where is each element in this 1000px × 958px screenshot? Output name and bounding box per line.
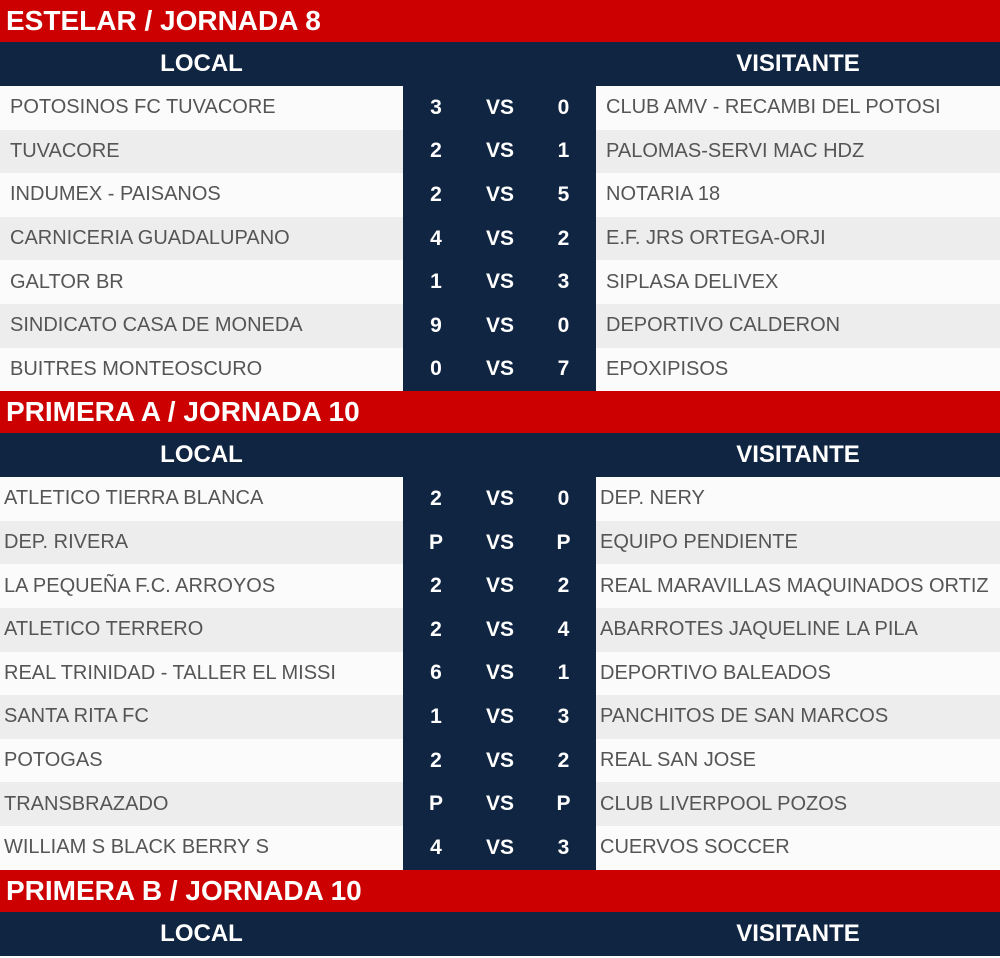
away-team: EQUIPO PENDIENTE — [596, 521, 1000, 565]
away-score: 7 — [557, 357, 570, 381]
home-team: INDUMEX - PAISANOS — [0, 173, 403, 217]
away-score: 3 — [557, 704, 570, 728]
away-score: 0 — [557, 313, 570, 337]
away-team: DEPORTIVO CALDERON — [596, 304, 1000, 348]
home-team: TRANSBRAZADO — [0, 782, 403, 826]
match-row — [0, 521, 1000, 565]
home-team: WILLIAM S BLACK BERRY S — [0, 826, 403, 870]
match-row — [0, 304, 1000, 348]
away-score: P — [556, 530, 571, 554]
away-team: CLUB AMV - RECAMBI DEL POTOSI — [596, 86, 1000, 130]
home-score: 6 — [430, 661, 442, 685]
section-primera-a — [0, 391, 1000, 869]
home-score: 2 — [430, 748, 442, 772]
home-team: LA PEQUEÑA F.C. ARROYOS — [0, 564, 403, 608]
away-team: DEP. NERY — [596, 477, 1000, 521]
vs-label: VS — [485, 270, 514, 294]
home-score: P — [428, 530, 443, 554]
match-row — [0, 130, 1000, 174]
vs-label: VS — [485, 835, 514, 859]
away-team: SIPLASA DELIVEX — [596, 260, 1000, 304]
vs-label: VS — [485, 226, 514, 250]
away-score: 1 — [557, 139, 570, 163]
score-block — [403, 217, 596, 261]
away-score: 2 — [557, 226, 570, 250]
visitante-label: VISITANTE — [736, 919, 860, 947]
home-team: REAL TRINIDAD - TALLER EL MISSI — [0, 652, 403, 696]
away-team: PANCHITOS DE SAN MARCOS — [596, 695, 1000, 739]
local-label: LOCAL — [160, 50, 243, 77]
vs-label: VS — [485, 792, 514, 816]
home-team: POTOSINOS FC TUVACORE — [0, 86, 403, 130]
column-header — [0, 912, 1000, 956]
home-score: 1 — [430, 270, 442, 294]
match-row — [0, 260, 1000, 304]
section-title: ESTELAR / JORNADA 8 — [0, 0, 1000, 42]
home-score: 3 — [430, 95, 442, 119]
score-block — [403, 86, 596, 130]
score-block — [403, 652, 596, 696]
away-team: NOTARIA 18 — [596, 173, 1000, 217]
score-block — [403, 826, 596, 870]
local-label: LOCAL — [160, 919, 243, 947]
home-score: 2 — [430, 139, 442, 163]
home-score: 4 — [430, 835, 442, 859]
score-block — [403, 608, 596, 652]
section-primera-b — [0, 870, 1000, 956]
match-row — [0, 652, 1000, 696]
home-team: SANTA RITA FC — [0, 695, 403, 739]
home-score: 4 — [430, 226, 442, 250]
away-team: EPOXIPISOS — [596, 348, 1000, 392]
vs-label: VS — [485, 617, 514, 641]
match-row — [0, 477, 1000, 521]
score-block — [403, 348, 596, 392]
home-score: 1 — [430, 704, 442, 728]
score-block — [403, 564, 596, 608]
away-team: DEPORTIVO BALEADOS — [596, 652, 1000, 696]
match-list — [0, 86, 1000, 391]
away-score: 2 — [557, 748, 570, 772]
home-score: P — [428, 792, 443, 816]
section-title: PRIMERA B / JORNADA 10 — [0, 870, 1000, 912]
away-score: 5 — [557, 182, 570, 206]
match-row — [0, 86, 1000, 130]
away-score: 1 — [557, 661, 570, 685]
section-estelar — [0, 0, 1000, 391]
home-team: ATLETICO TIERRA BLANCA — [0, 477, 403, 521]
home-team: SINDICATO CASA DE MONEDA — [0, 304, 403, 348]
away-score: 0 — [557, 95, 570, 119]
vs-label: VS — [485, 95, 514, 119]
away-score: 4 — [557, 617, 570, 641]
match-row — [0, 695, 1000, 739]
away-team: REAL SAN JOSE — [596, 739, 1000, 783]
column-header — [0, 42, 1000, 86]
home-team: ATLETICO TERRERO — [0, 608, 403, 652]
home-team: POTOGAS — [0, 739, 403, 783]
away-team: ABARROTES JAQUELINE LA PILA — [596, 608, 1000, 652]
vs-label: VS — [485, 357, 514, 381]
away-score: P — [556, 792, 571, 816]
match-row — [0, 826, 1000, 870]
away-team: E.F. JRS ORTEGA-ORJI — [596, 217, 1000, 261]
away-team: CLUB LIVERPOOL POZOS — [596, 782, 1000, 826]
vs-label: VS — [485, 139, 514, 163]
score-block — [403, 521, 596, 565]
column-header — [0, 433, 1000, 477]
home-score: 9 — [430, 313, 442, 337]
match-row — [0, 608, 1000, 652]
score-block — [403, 739, 596, 783]
home-team: GALTOR BR — [0, 260, 403, 304]
away-team: PALOMAS-SERVI MAC HDZ — [596, 130, 1000, 174]
match-list — [0, 477, 1000, 869]
match-row — [0, 739, 1000, 783]
visitante-label: VISITANTE — [736, 441, 860, 469]
vs-label: VS — [485, 748, 514, 772]
visitante-label: VISITANTE — [736, 50, 860, 77]
away-score: 0 — [557, 486, 570, 510]
vs-label: VS — [485, 704, 514, 728]
score-block — [403, 695, 596, 739]
home-team: CARNICERIA GUADALUPANO — [0, 217, 403, 261]
match-row — [0, 217, 1000, 261]
score-block — [403, 477, 596, 521]
away-team: CUERVOS SOCCER — [596, 826, 1000, 870]
vs-label: VS — [485, 313, 514, 337]
away-score: 3 — [557, 270, 570, 294]
home-score: 2 — [430, 182, 442, 206]
home-team: BUITRES MONTEOSCURO — [0, 348, 403, 392]
home-score: 2 — [430, 617, 442, 641]
score-block — [403, 260, 596, 304]
score-block — [403, 130, 596, 174]
score-block — [403, 304, 596, 348]
vs-label: VS — [485, 182, 514, 206]
section-title: PRIMERA A / JORNADA 10 — [0, 391, 1000, 433]
home-team: DEP. RIVERA — [0, 521, 403, 565]
home-score: 0 — [430, 357, 442, 381]
home-score: 2 — [430, 486, 442, 510]
match-row — [0, 564, 1000, 608]
home-score: 2 — [430, 574, 442, 598]
match-row — [0, 348, 1000, 392]
away-team: REAL MARAVILLAS MAQUINADOS ORTIZ — [596, 564, 1000, 608]
local-label: LOCAL — [160, 441, 243, 469]
score-block — [403, 782, 596, 826]
away-score: 3 — [557, 835, 570, 859]
match-row — [0, 782, 1000, 826]
vs-label: VS — [485, 661, 514, 685]
score-block — [403, 173, 596, 217]
match-row — [0, 173, 1000, 217]
vs-label: VS — [485, 486, 514, 510]
vs-label: VS — [485, 530, 514, 554]
away-score: 2 — [557, 574, 570, 598]
home-team: TUVACORE — [0, 130, 403, 174]
vs-label: VS — [485, 574, 514, 598]
